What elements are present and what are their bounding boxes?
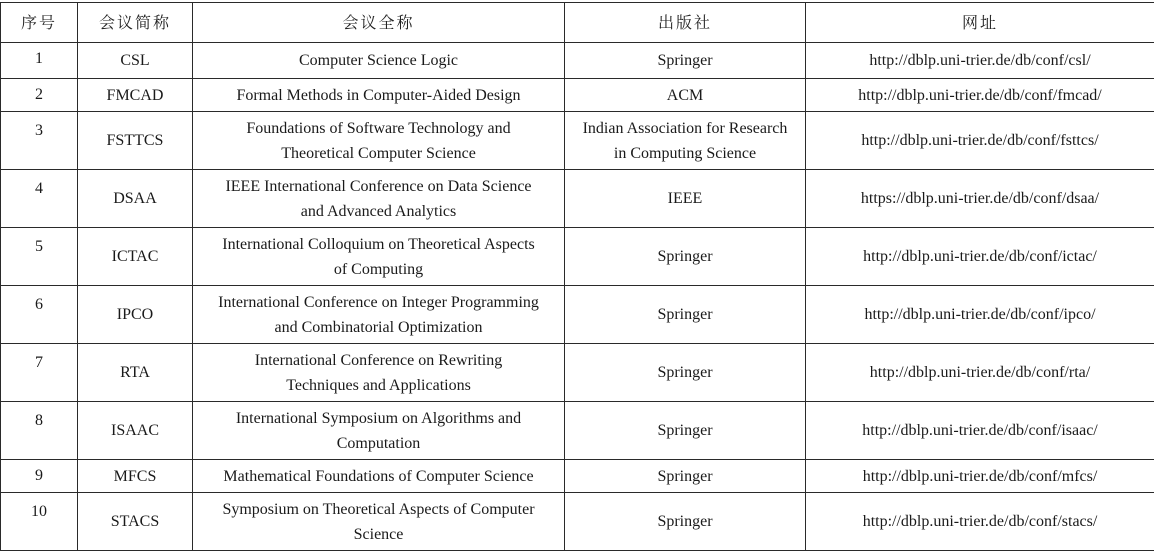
conference-full-name-line: International Conference on Rewriting xyxy=(255,352,502,369)
conference-full-name xyxy=(193,228,565,286)
conference-full-name xyxy=(193,112,565,170)
conference-full-name-line: Foundations of Software Technology and xyxy=(246,120,510,137)
publisher-line: Springer xyxy=(657,468,712,485)
conference-full-name-line: International Conference on Integer Programming xyxy=(218,294,539,311)
conference-full-name-line: and Advanced Analytics xyxy=(301,203,457,220)
conference-full-name-line: and Combinatorial Optimization xyxy=(275,319,483,336)
publisher xyxy=(565,460,806,493)
publisher-line: Springer xyxy=(657,422,712,439)
conference-url: https://dblp.uni-trier.de/db/conf/dsaa/ xyxy=(806,170,1154,228)
row-index: 4 xyxy=(1,170,78,228)
conference-full-name-line: Science xyxy=(354,526,404,543)
conference-full-name-line: Techniques and Applications xyxy=(286,377,471,394)
conference-full-name xyxy=(193,460,565,493)
conference-full-name xyxy=(193,170,565,228)
conference-full-name xyxy=(193,344,565,402)
row-index: 8 xyxy=(1,402,78,460)
conference-full-name xyxy=(193,43,565,79)
conference-abbreviation: ICTAC xyxy=(78,228,193,286)
row-index: 5 xyxy=(1,228,78,286)
publisher-line: Springer xyxy=(657,248,712,265)
table-row xyxy=(1,79,1154,112)
conference-full-name-line: Computation xyxy=(337,435,421,452)
conference-url: http://dblp.uni-trier.de/db/conf/fsttcs/ xyxy=(806,112,1154,170)
publisher xyxy=(565,344,806,402)
conference-url: http://dblp.uni-trier.de/db/conf/csl/ xyxy=(806,43,1154,79)
publisher xyxy=(565,170,806,228)
header-url: 网址 xyxy=(806,3,1154,43)
conference-full-name-line: Theoretical Computer Science xyxy=(281,145,476,162)
publisher-line: Springer xyxy=(657,513,712,530)
publisher-line: IEEE xyxy=(668,190,703,207)
table-row xyxy=(1,286,1154,344)
row-index: 7 xyxy=(1,344,78,402)
conference-full-name-line: Formal Methods in Computer-Aided Design xyxy=(236,87,520,104)
publisher-line: in Computing Science xyxy=(614,145,756,162)
publisher xyxy=(565,228,806,286)
conference-url: http://dblp.uni-trier.de/db/conf/fmcad/ xyxy=(806,79,1154,112)
conference-full-name xyxy=(193,402,565,460)
conference-full-name-line: International Colloquium on Theoretical Aspects xyxy=(222,236,535,253)
row-index: 10 xyxy=(1,493,78,551)
conference-url: http://dblp.uni-trier.de/db/conf/ictac/ xyxy=(806,228,1154,286)
table-row xyxy=(1,170,1154,228)
publisher-line: Indian Association for Research xyxy=(583,120,788,137)
row-index: 1 xyxy=(1,43,78,79)
row-index: 6 xyxy=(1,286,78,344)
table-row xyxy=(1,344,1154,402)
table-row xyxy=(1,493,1154,551)
header-index: 序号 xyxy=(1,3,78,43)
conference-abbreviation: FSTTCS xyxy=(78,112,193,170)
conference-full-name-line: Computer Science Logic xyxy=(299,52,458,69)
conference-abbreviation: DSAA xyxy=(78,170,193,228)
publisher xyxy=(565,286,806,344)
publisher xyxy=(565,79,806,112)
header-full-name: 会议全称 xyxy=(193,3,565,43)
header-publisher: 出版社 xyxy=(565,3,806,43)
conference-abbreviation: FMCAD xyxy=(78,79,193,112)
conference-full-name xyxy=(193,493,565,551)
row-index: 3 xyxy=(1,112,78,170)
conference-full-name-line: of Computing xyxy=(334,261,423,278)
conference-abbreviation: ISAAC xyxy=(78,402,193,460)
table-row xyxy=(1,43,1154,79)
publisher-line: Springer xyxy=(657,306,712,323)
conference-abbreviation: RTA xyxy=(78,344,193,402)
table-row xyxy=(1,112,1154,170)
table-row xyxy=(1,228,1154,286)
publisher xyxy=(565,402,806,460)
table-body xyxy=(1,43,1154,551)
conference-abbreviation: IPCO xyxy=(78,286,193,344)
conference-full-name-line: IEEE International Conference on Data Science xyxy=(225,178,531,195)
conference-abbreviation: CSL xyxy=(78,43,193,79)
publisher-line: Springer xyxy=(657,364,712,381)
conference-url: http://dblp.uni-trier.de/db/conf/ipco/ xyxy=(806,286,1154,344)
conference-abbreviation: STACS xyxy=(78,493,193,551)
table-row xyxy=(1,402,1154,460)
conference-table xyxy=(0,2,1154,551)
conference-full-name-line: Symposium on Theoretical Aspects of Computer xyxy=(222,501,534,518)
conference-url: http://dblp.uni-trier.de/db/conf/stacs/ xyxy=(806,493,1154,551)
conference-full-name-line: International Symposium on Algorithms and xyxy=(236,410,521,427)
conference-url: http://dblp.uni-trier.de/db/conf/rta/ xyxy=(806,344,1154,402)
conference-abbreviation: MFCS xyxy=(78,460,193,493)
row-index: 2 xyxy=(1,79,78,112)
header-abbreviation: 会议简称 xyxy=(78,3,193,43)
publisher xyxy=(565,43,806,79)
publisher-line: ACM xyxy=(667,87,703,104)
publisher xyxy=(565,493,806,551)
table-row xyxy=(1,460,1154,493)
conference-url: http://dblp.uni-trier.de/db/conf/mfcs/ xyxy=(806,460,1154,493)
row-index: 9 xyxy=(1,460,78,493)
conference-full-name xyxy=(193,286,565,344)
publisher-line: Springer xyxy=(657,52,712,69)
conference-full-name xyxy=(193,79,565,112)
publisher xyxy=(565,112,806,170)
conference-url: http://dblp.uni-trier.de/db/conf/isaac/ xyxy=(806,402,1154,460)
conference-full-name-line: Mathematical Foundations of Computer Science xyxy=(223,468,533,485)
header-row xyxy=(1,3,1154,43)
